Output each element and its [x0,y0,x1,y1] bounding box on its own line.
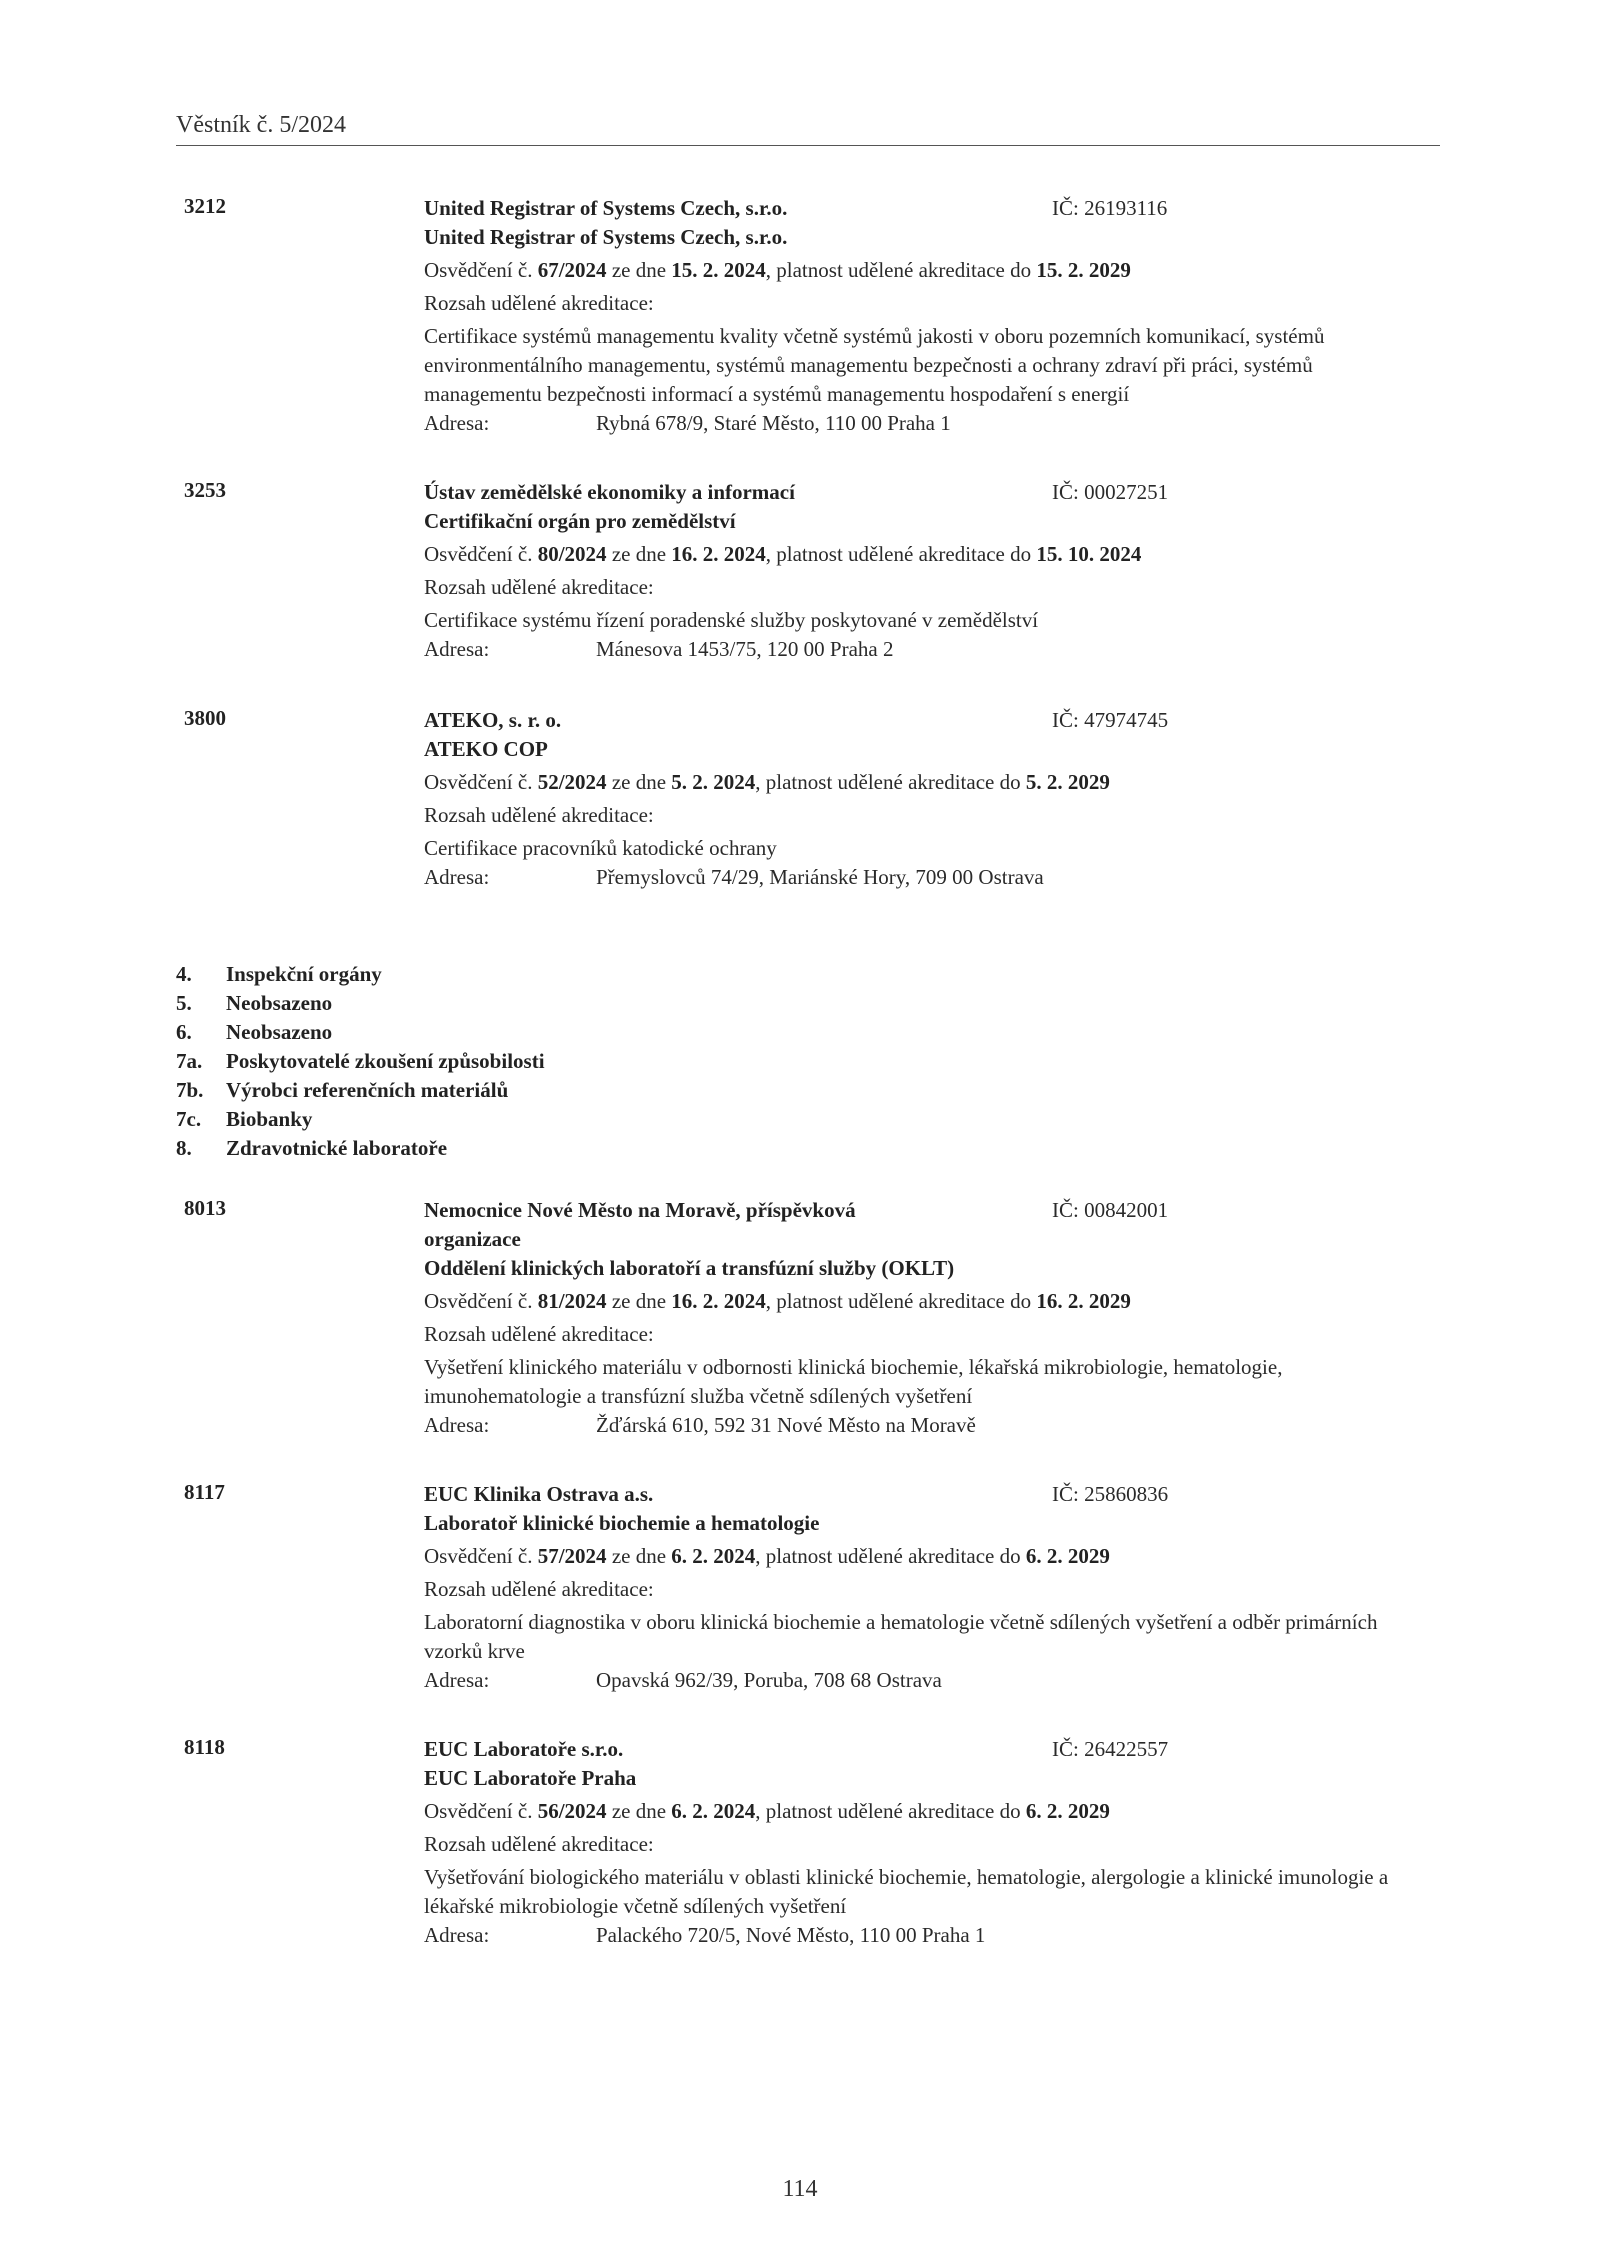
cert-number: 57/2024 [537,1544,607,1568]
address-line [424,1666,1434,1695]
ic-number: IČ: 26422557 [1052,1737,1169,1761]
section-title: Výrobci referenčních materiálů [226,1078,509,1102]
cert-validity-label: , platnost udělené akreditace do [755,770,1026,794]
cert-number: 81/2024 [537,1289,607,1313]
ic-number: IČ: 25860836 [1052,1482,1169,1506]
cert-date: 16. 2. 2024 [671,1289,766,1313]
entry-code: 3212 [184,194,226,218]
cert-prefix: Osvědčení č. [424,1544,538,1568]
scope-text: Certifikace systémů managementu kvality včetně systémů jakosti v oboru pozemních komunikací, systémů environmentálního managementu, systémů managementu bezpečnosti a ochrany zdraví při práci, systémů managementu bezpečnosti informací a systémů managementu hospodaření s energií [424,324,1325,406]
section-item [176,1076,545,1105]
cert-validity-label: , platnost udělené akreditace do [755,1544,1026,1568]
cert-date-label: ze dne [606,258,672,282]
address-value: Přemyslovců 74/29, Mariánské Hory, 709 00 Ostrava [596,865,1044,889]
org-line [424,1735,1434,1764]
cert-number: 56/2024 [537,1799,607,1823]
section-title: Zdravotnické laboratoře [226,1136,448,1160]
cert-validity-label: , platnost udělené akreditace do [755,1799,1026,1823]
section-title: Neobsazeno [226,991,333,1015]
section-number: 7b. [176,1078,204,1102]
org-name: EUC Laboratoře s.r.o. [424,1737,624,1761]
page-number: 114 [782,2176,818,2202]
certificate-line [424,1797,1434,1826]
entry-details [424,478,1434,664]
unit-name: ATEKO COP [424,737,548,761]
address-value: Palackého 720/5, Nové Město, 110 00 Praha 1 [596,1923,986,1947]
ic-number: IČ: 47974745 [1052,708,1169,732]
entry-code: 8013 [184,1196,226,1220]
address-line [424,863,1434,892]
cert-valid-until: 15. 10. 2024 [1036,542,1142,566]
unit-name: United Registrar of Systems Czech, s.r.o. [424,225,788,249]
section-number: 7a. [176,1049,203,1073]
certificate-line [424,1287,1434,1316]
unit-name: Certifikační orgán pro zemědělství [424,509,736,533]
address-line [424,409,1434,438]
section-title: Inspekční orgány [226,962,382,986]
org-name: United Registrar of Systems Czech, s.r.o. [424,196,788,220]
scope-text: Certifikace pracovníků katodické ochrany [424,836,777,860]
cert-date-label: ze dne [606,1799,672,1823]
entry-details [424,1480,1434,1695]
section-number: 7c. [176,1107,202,1131]
org-line [424,1196,1434,1225]
org-line [424,194,1434,223]
address-line [424,1921,1434,1950]
address-value: Mánesova 1453/75, 120 00 Praha 2 [596,637,894,661]
address-value: Opavská 962/39, Poruba, 708 68 Ostrava [596,1668,942,1692]
org-name: EUC Klinika Ostrava a.s. [424,1482,654,1506]
scope-text: Laboratorní diagnostika v oboru klinická biochemie a hematologie včetně sdílených vyšetření a odběr primárních vzorků krve [424,1610,1378,1663]
certificate-line [424,1542,1434,1571]
cert-number: 67/2024 [537,258,607,282]
scope-label: Rozsah udělené akreditace: [424,1322,654,1346]
org-name: ATEKO, s. r. o. [424,708,562,732]
ic-number: IČ: 00842001 [1052,1198,1169,1222]
section-item [176,1047,545,1076]
section-number: 6. [176,1020,192,1044]
cert-prefix: Osvědčení č. [424,770,538,794]
address-label: Adresa: [424,1668,490,1692]
unit-name: Laboratoř klinické biochemie a hematologie [424,1511,820,1535]
entry-details [424,1196,1434,1440]
cert-valid-until: 5. 2. 2029 [1025,770,1110,794]
cert-validity-label: , platnost udělené akreditace do [765,542,1037,566]
section-item [176,1018,545,1047]
cert-valid-until: 15. 2. 2029 [1036,258,1131,282]
unit-name: EUC Laboratoře Praha [424,1766,637,1790]
cert-date-label: ze dne [606,542,672,566]
cert-prefix: Osvědčení č. [424,258,538,282]
cert-prefix: Osvědčení č. [424,542,538,566]
cert-validity-label: , platnost udělené akreditace do [765,258,1037,282]
section-item [176,1134,545,1163]
scope-label: Rozsah udělené akreditace: [424,1832,654,1856]
scope-label: Rozsah udělené akreditace: [424,1577,654,1601]
ic-number: IČ: 26193116 [1052,196,1168,220]
org-name-continued: organizace [424,1227,521,1251]
bulletin-title: Věstník č. 5/2024 [176,112,346,138]
address-value: Žďárská 610, 592 31 Nové Město na Moravě [596,1413,976,1437]
ic-number: IČ: 00027251 [1052,480,1169,504]
org-name: Nemocnice Nové Město na Moravě, příspěvková [424,1198,856,1222]
certificate-line [424,768,1434,797]
org-line [424,1480,1434,1509]
org-line [424,706,1434,735]
cert-date: 5. 2. 2024 [671,770,756,794]
cert-date: 15. 2. 2024 [671,258,766,282]
section-item [176,1105,545,1134]
cert-date-label: ze dne [606,1289,672,1313]
cert-valid-until: 6. 2. 2029 [1025,1799,1110,1823]
cert-date: 6. 2. 2024 [671,1544,756,1568]
cert-prefix: Osvědčení č. [424,1799,538,1823]
org-line [424,478,1434,507]
unit-name: Oddělení klinických laboratoří a transfúzní služby (OKLT) [424,1256,955,1280]
section-item [176,989,545,1018]
entry-code: 8117 [184,1480,225,1504]
org-name: Ústav zemědělské ekonomiky a informací [424,480,795,504]
address-label: Adresa: [424,865,490,889]
section-number: 8. [176,1136,192,1160]
section-title: Biobanky [226,1107,313,1131]
cert-date: 16. 2. 2024 [671,542,766,566]
scope-text: Vyšetřování biologického materiálu v oblasti klinické biochemie, hematologie, alergologie a klinické imunologie a lékařské mikrobiologie včetně sdílených vyšetření [424,1865,1389,1918]
cert-date-label: ze dne [606,1544,672,1568]
page-header [176,112,1440,146]
cert-number: 80/2024 [537,542,607,566]
scope-text: Certifikace systému řízení poradenské služby poskytované v zemědělství [424,608,1039,632]
section-title: Neobsazeno [226,1020,333,1044]
section-number: 5. [176,991,192,1015]
cert-valid-until: 16. 2. 2029 [1036,1289,1131,1313]
address-line [424,1411,1434,1440]
section-number: 4. [176,962,192,986]
address-label: Adresa: [424,1413,490,1437]
address-label: Adresa: [424,637,490,661]
certificate-line [424,256,1434,285]
section-title: Poskytovatelé zkoušení způsobilosti [226,1049,545,1073]
entry-details [424,194,1434,438]
cert-validity-label: , platnost udělené akreditace do [765,1289,1037,1313]
address-line [424,635,1434,664]
section-list [176,960,545,1163]
scope-label: Rozsah udělené akreditace: [424,291,654,315]
cert-number: 52/2024 [537,770,607,794]
cert-date: 6. 2. 2024 [671,1799,756,1823]
cert-prefix: Osvědčení č. [424,1289,538,1313]
entry-details [424,1735,1434,1950]
scope-text: Vyšetření klinického materiálu v odbornosti klinická biochemie, lékařská mikrobiologie, hematologie, imunohematologie a transfúzní služba včetně sdílených vyšetření [424,1355,1283,1408]
entry-code: 8118 [184,1735,225,1759]
address-label: Adresa: [424,411,490,435]
address-label: Adresa: [424,1923,490,1947]
section-item [176,960,545,989]
address-value: Rybná 678/9, Staré Město, 110 00 Praha 1 [596,411,951,435]
certificate-line [424,540,1434,569]
entry-code: 3800 [184,706,226,730]
scope-label: Rozsah udělené akreditace: [424,575,654,599]
scope-label: Rozsah udělené akreditace: [424,803,654,827]
entry-code: 3253 [184,478,226,502]
cert-valid-until: 6. 2. 2029 [1025,1544,1110,1568]
cert-date-label: ze dne [606,770,672,794]
entry-details [424,706,1434,892]
